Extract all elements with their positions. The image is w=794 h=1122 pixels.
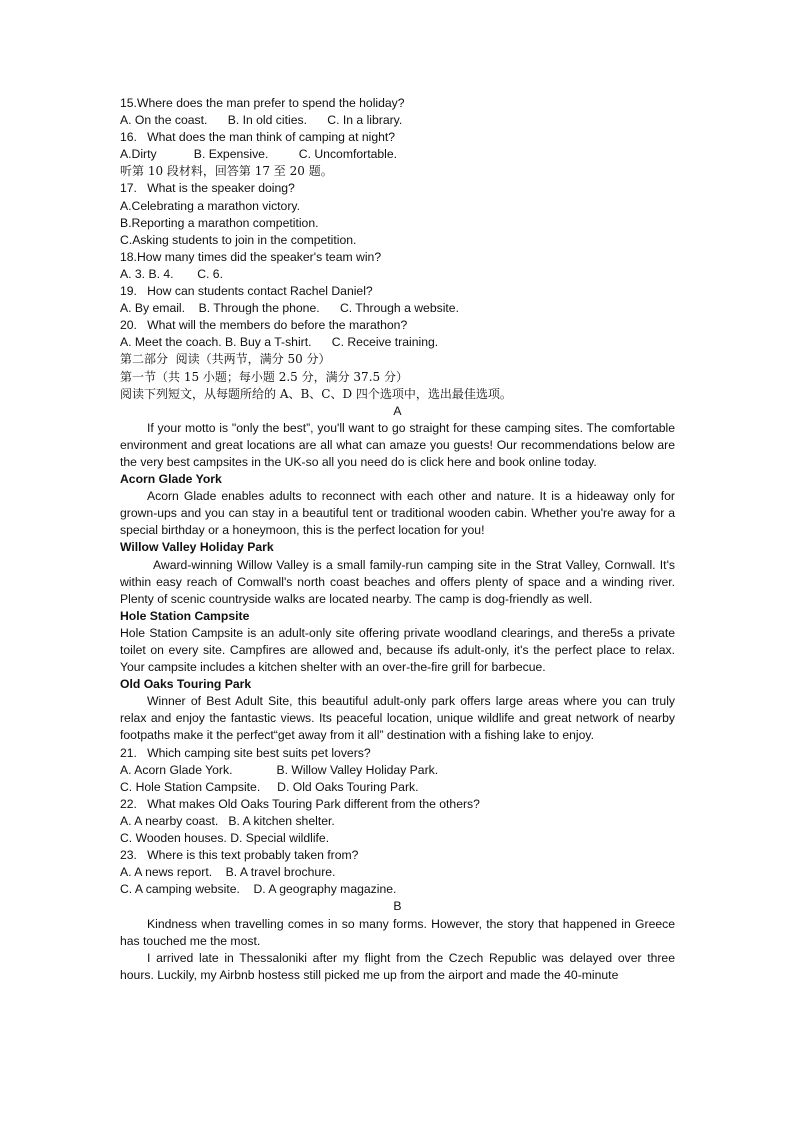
- question-20-options: A. Meet the coach. B. Buy a T-shirt. C. Receive training.: [120, 335, 439, 350]
- question-23-stem: 23. Where is this text probably taken from?: [120, 848, 359, 863]
- question-17-option-c: C.Asking students to join in the competition.: [120, 232, 357, 247]
- question-15-options: A. On the coast. B. In old cities. C. In a library.: [120, 113, 403, 128]
- site-heading-hole-station: Hole Station Campsite: [120, 608, 250, 623]
- question-21-options-cd: C. Hole Station Campsite. D. Old Oaks Touring Park.: [120, 779, 419, 794]
- question-16-options: A.Dirty B. Expensive. C. Uncomfortable.: [120, 147, 398, 162]
- question-16-stem: 16. What does the man think of camping at night?: [120, 130, 396, 145]
- question-22-options-cd: C. Wooden houses. D. Special wildlife.: [120, 831, 330, 846]
- section-2-instruction: 阅读下列短文，从每题所给的 A、B、C、D 四个选项中，选出最佳选项。: [120, 386, 512, 401]
- question-22-options-ab: A. A nearby coast. B. A kitchen shelter.: [120, 813, 335, 828]
- site-heading-willow-valley: Willow Valley Holiday Park: [120, 540, 274, 555]
- question-22-stem: 22. What makes Old Oaks Touring Park different from the others?: [120, 796, 480, 811]
- site-text-hole-station: Hole Station Campsite is an adult-only site offering private woodland clearings, and there5s a private toilet on every site. Campfires are allowed and, because ifs adult-only, it's the perfect place to relax. Your campsite includes a kitchen shelter with an over-the-fire grill for barbecue.: [120, 625, 675, 675]
- passage-b-paragraph-1: Kindness when travelling comes in so many forms. However, the story that happened in Greece has touched me the most.: [120, 916, 675, 948]
- passage-a-label: A: [393, 403, 402, 418]
- question-19-options: A. By email. B. Through the phone. C. Through a website.: [120, 301, 459, 316]
- passage-b-paragraph-2: I arrived late in Thessaloniki after my flight from the Czech Republic was delayed over three hours. Luckily, my Airbnb hostess still picked me up from the airport and made the 40-minute: [120, 950, 675, 982]
- section-2-part-1: 第一节（共 15 小题；每小题 2.5 分，满分 37.5 分）: [120, 369, 408, 384]
- question-23-options-ab: A. A news report. B. A travel brochure.: [120, 865, 336, 880]
- passage-a-intro: If your motto is "only the best”, you'll want to go straight for these camping sites. The comfortable environment and great locations are all what can amaze you guests! Our recommendations below are the very best campsites in the UK-so all you need do is click here and book online today.: [120, 420, 675, 469]
- site-text-acorn-glade: Acorn Glade enables adults to reconnect with each other and nature. It is a hideaway only for grown-ups and you can stay in a beautiful tent or traditional wooden cabin. Whether you're away for a special birthday or a honeymoon, this is the perfect location for you!: [120, 489, 675, 538]
- passage-b-label: B: [393, 899, 402, 914]
- site-heading-acorn-glade: Acorn Glade York: [120, 472, 222, 487]
- material-note: 听第 10 段材料，回答第 17 至 20 题。: [120, 164, 333, 179]
- question-17-stem: 17. What is the speaker doing?: [120, 181, 295, 196]
- question-17-option-b: B.Reporting a marathon competition.: [120, 215, 319, 230]
- question-20-stem: 20. What will the members do before the marathon?: [120, 318, 408, 333]
- question-18-stem: 18.How many times did the speaker's team win?: [120, 249, 382, 264]
- site-heading-old-oaks: Old Oaks Touring Park: [120, 677, 252, 692]
- site-text-old-oaks: Winner of Best Adult Site, this beautiful adult-only park offers large areas where you can truly relax and enjoy the fantastic views. Its peaceful location, unique wildlife and great network of nearby footpaths make it the perfect“get away from it all” destination with a fishing lake to enjoy.: [120, 694, 675, 743]
- exam-page: [120, 95, 675, 984]
- question-18-options: A. 3. B. 4. C. 6.: [120, 266, 223, 281]
- question-21-stem: 21. Which camping site best suits pet lovers?: [120, 745, 371, 760]
- question-19-stem: 19. How can students contact Rachel Daniel?: [120, 284, 373, 299]
- question-21-options-ab: A. Acorn Glade York. B. Willow Valley Holiday Park.: [120, 762, 439, 777]
- site-text-willow-valley: Award-winning Willow Valley is a small family-run camping site in the Strat Valley, Cornwall. It's within easy reach of Comwall's north coast beaches and offers plenty of space and a winding river. Plenty of scenic countryside walks are located nearby. The camp is dog-friendly as well.: [120, 557, 675, 606]
- question-23-options-cd: C. A camping website. D. A geography magazine.: [120, 882, 397, 897]
- section-2-title: 第二部分 阅读（共两节，满分 50 分）: [120, 352, 331, 367]
- question-17-option-a: A.Celebrating a marathon victory.: [120, 198, 300, 213]
- question-15-stem: 15.Where does the man prefer to spend the holiday?: [120, 96, 405, 110]
